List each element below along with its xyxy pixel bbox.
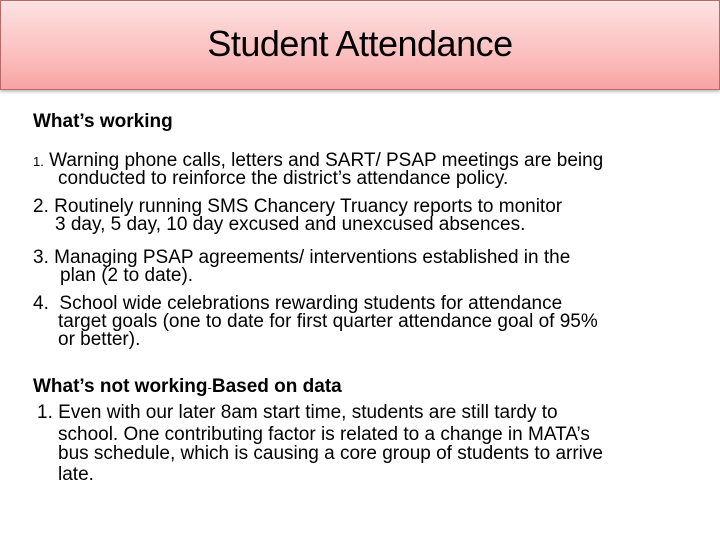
- item-line: Routinely running SMS Chancery Truancy reports to monitor: [54, 196, 563, 217]
- heading-tail: Based on data: [211, 376, 342, 397]
- not-working-heading: [33, 376, 342, 399]
- item-line: 3 day, 5 day, 10 day excused and unexcused absences.: [55, 214, 526, 235]
- item-line: Warning phone calls, letters and SART/ PSAP meetings are being: [49, 150, 604, 171]
- item-number: 1.: [33, 154, 44, 169]
- item-number: 2.: [33, 196, 49, 217]
- item-line: School wide celebrations rewarding students for attendance: [59, 293, 563, 314]
- item-line: bus schedule, which is causing a core group of students to arrive: [58, 443, 603, 464]
- working-heading: What’s working: [33, 111, 173, 132]
- heading-dash: -: [207, 380, 212, 395]
- item-number: 1.: [37, 402, 53, 423]
- item-line: Even with our later 8am start time, students are still tardy to: [58, 402, 558, 423]
- title-banner: [0, 0, 720, 90]
- item-line: Managing PSAP agreements/ interventions established in the: [54, 247, 571, 268]
- item-number: 4.: [33, 293, 49, 314]
- item-line: school. One contributing factor is related to a change in MATA’s: [58, 424, 590, 445]
- heading-text: What’s not working: [33, 376, 208, 397]
- item-line: conducted to reinforce the district’s attendance policy.: [58, 168, 509, 189]
- item-line: plan (2 to date).: [60, 265, 194, 286]
- item-line: or better).: [58, 329, 141, 350]
- item-line: target goals (one to date for first quarter attendance goal of 95%: [58, 311, 598, 332]
- slide-title: Student Attendance: [207, 23, 513, 64]
- item-number: 3.: [33, 247, 49, 268]
- list-item: [37, 402, 558, 424]
- item-line: late.: [58, 464, 94, 485]
